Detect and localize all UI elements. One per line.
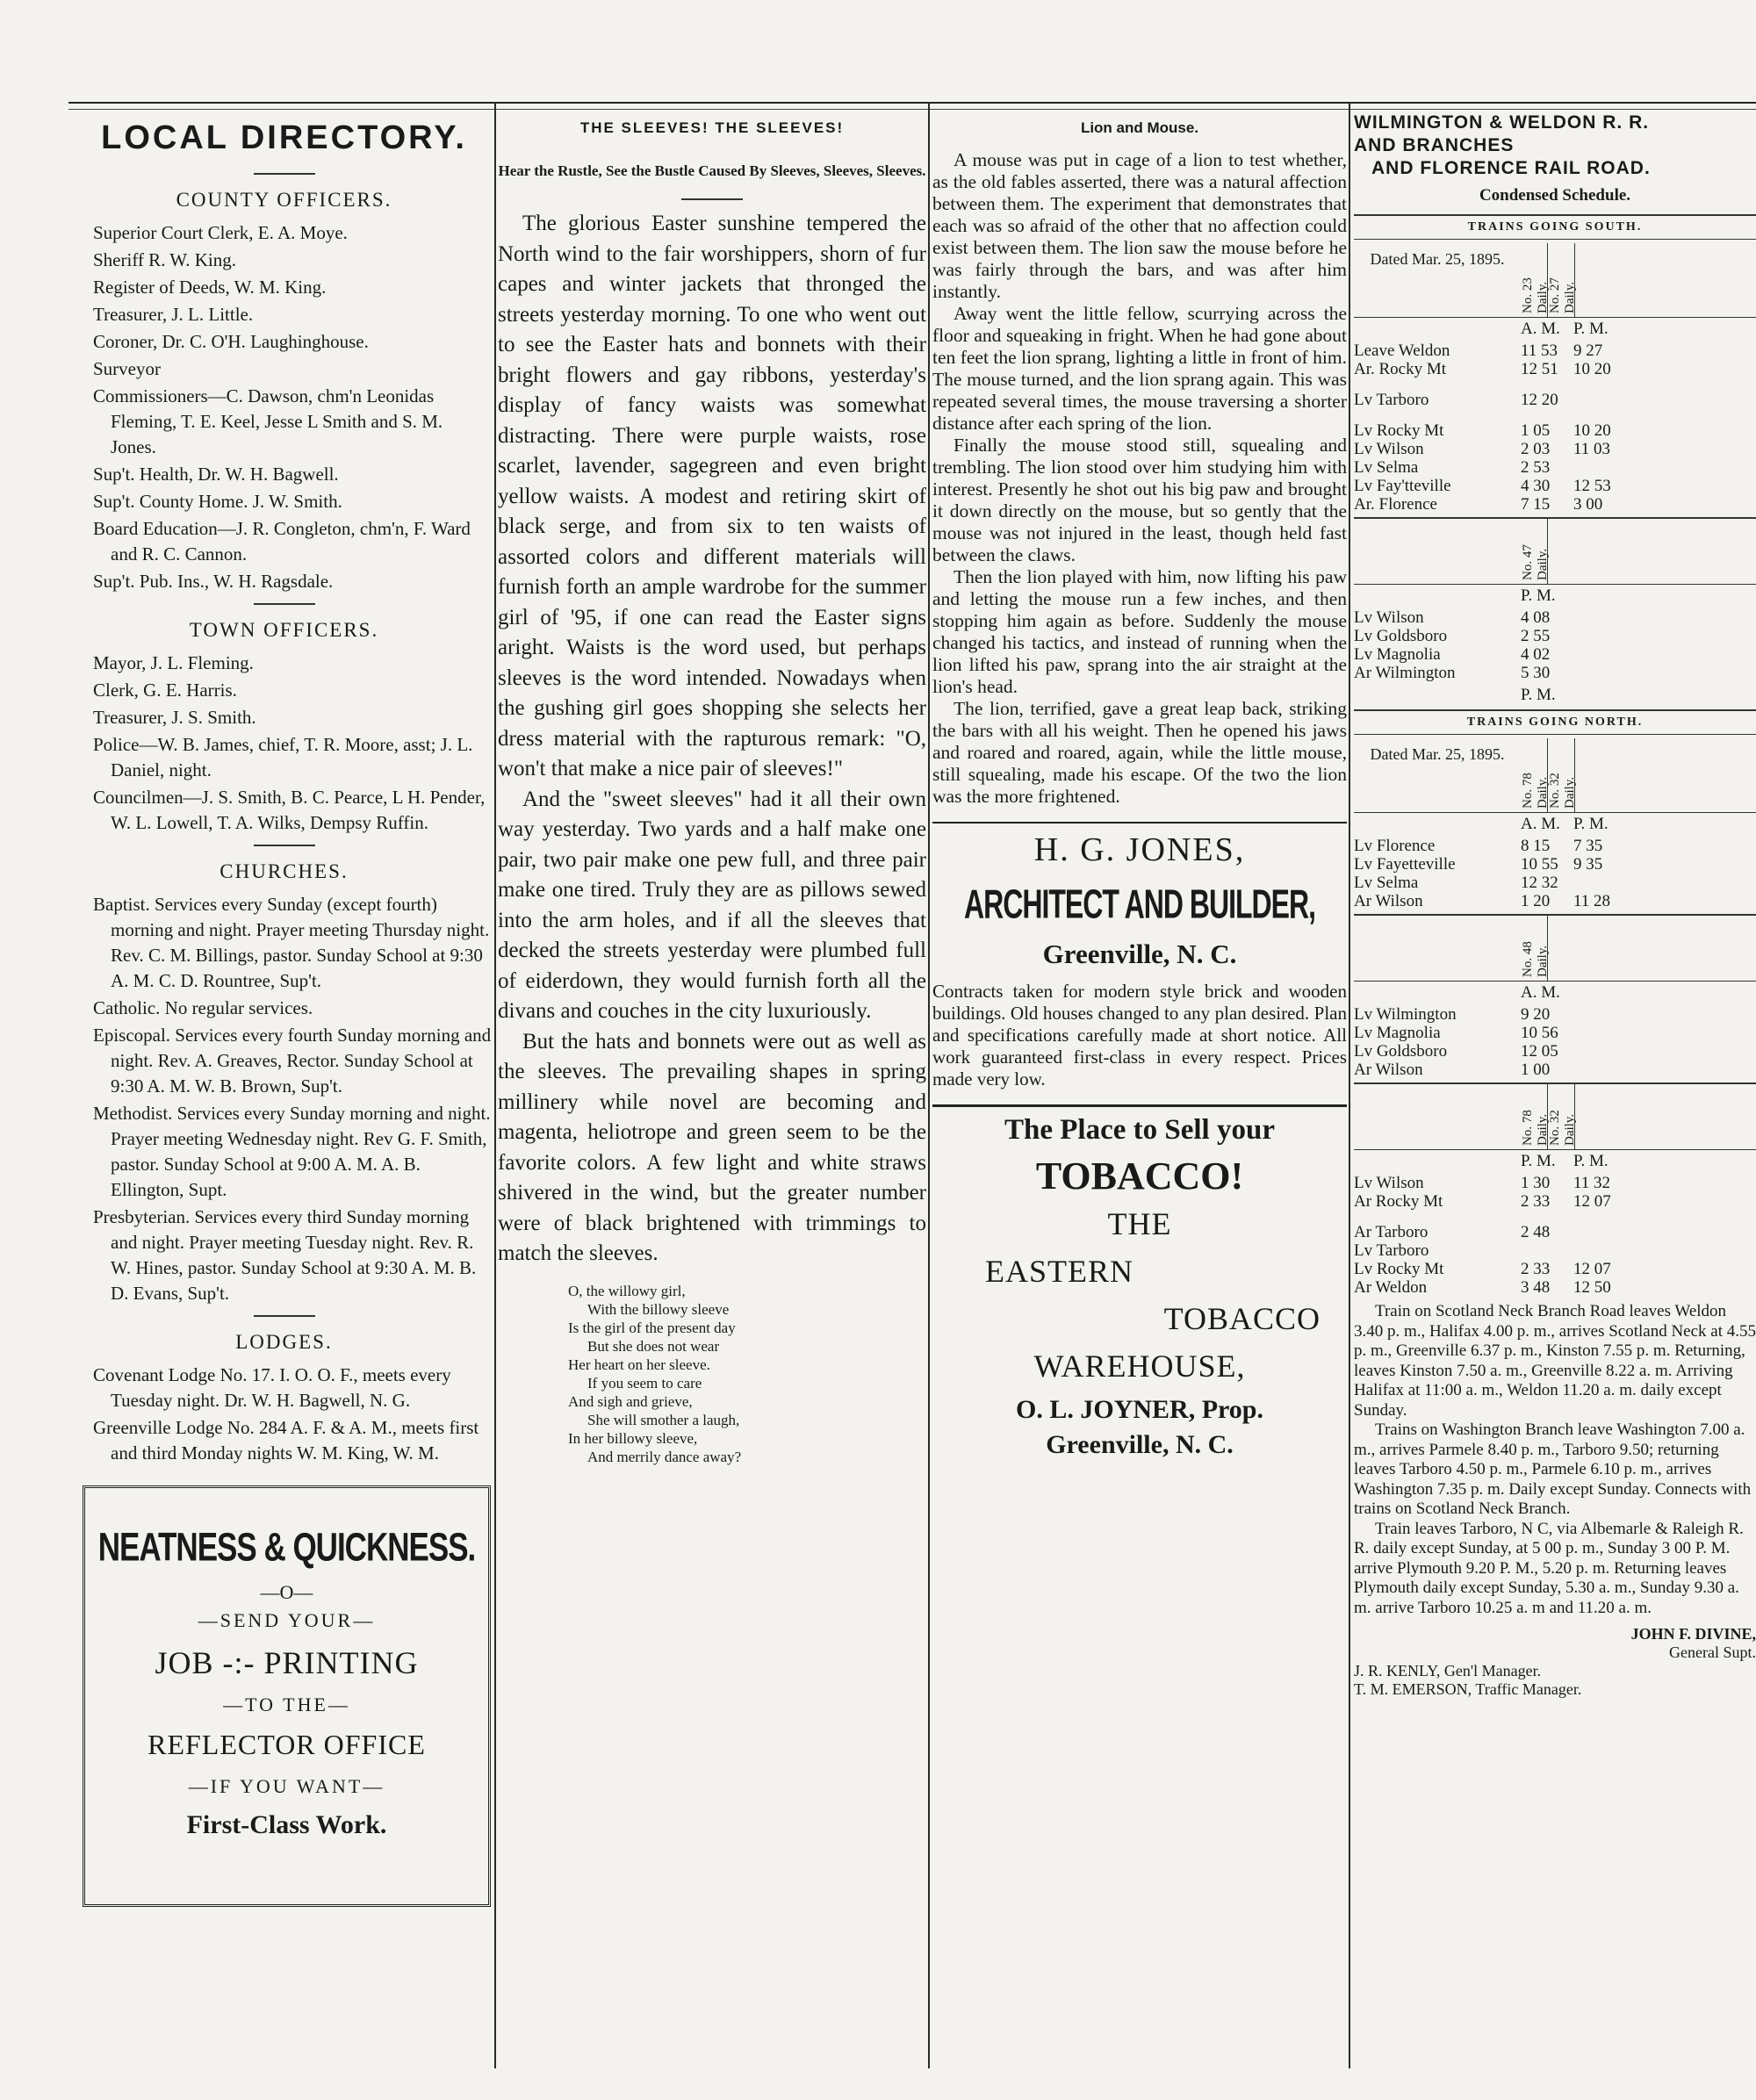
directory-entry: Superior Court Clerk, E. A. Moye.: [93, 222, 348, 243]
tobacco-eastern: EASTERN: [985, 1254, 1133, 1289]
poem-line: With the billowy sleeve: [587, 1300, 730, 1318]
lion-headline: Lion and Mouse.: [1080, 119, 1199, 136]
poem-line: Her heart on her sleeve.: [568, 1356, 710, 1373]
directory-entry: Treasurer, J. S. Smith.: [93, 707, 256, 728]
departure-time: [1573, 1211, 1626, 1223]
masthead-rule-thin: [68, 109, 1756, 110]
directory-entry: Surveyor: [93, 358, 161, 379]
departure-time: 12 05: [1521, 1042, 1558, 1061]
north-table-header: [1354, 738, 1756, 813]
departure-time: 8 15: [1521, 837, 1551, 855]
station-name: Ar. Florence: [1354, 495, 1437, 514]
col-header: No. 27 Daily.: [1548, 243, 1575, 317]
lodges-heading: LODGES.: [235, 1331, 333, 1353]
directory-entry: Coroner, Dr. C. O'H. Laughinghouse.: [93, 331, 369, 352]
signature-divine-title: General Supt.: [1669, 1643, 1756, 1661]
schedule-row: [1354, 1223, 1756, 1241]
railroad-title-3: AND FLORENCE RAIL ROAD.: [1371, 158, 1651, 178]
tobacco-the: THE: [1107, 1206, 1172, 1241]
col-header: No. 48 Daily.: [1521, 916, 1548, 981]
schedule-row: [1354, 458, 1756, 477]
departure-time: 7 35: [1573, 837, 1603, 855]
county-officers-list: [76, 220, 493, 594]
north-table-3: [1354, 1174, 1756, 1297]
lodges-list: [76, 1363, 493, 1466]
station-name: Lv Fayetteville: [1354, 855, 1456, 874]
departure-time: 12 07: [1573, 1260, 1611, 1278]
col-header: No. 32 Daily.: [1548, 1084, 1575, 1149]
schedule-row: [1354, 421, 1756, 440]
column-divider: [928, 102, 930, 2068]
poem: [568, 1282, 926, 1466]
ad-headline: NEATNESS & QUICKNESS.: [97, 1525, 476, 1570]
jones-name: H. G. JONES,: [1033, 831, 1246, 868]
divider: [681, 198, 743, 200]
lion-column: [932, 112, 1347, 2079]
schedule-row: [1354, 440, 1756, 458]
departure-time: 9 35: [1573, 855, 1603, 874]
station-name: Lv Tarboro: [1354, 391, 1429, 409]
station-name: Lv Rocky Mt: [1354, 421, 1444, 440]
departure-time: 2 55: [1521, 627, 1551, 645]
station-name: Lv Selma: [1354, 458, 1419, 477]
am-label: A. M.: [1521, 320, 1560, 338]
schedule-row: [1354, 477, 1756, 495]
departure-time: [1573, 1241, 1626, 1260]
departure-time: 2 48: [1521, 1223, 1551, 1241]
divider: [254, 1315, 315, 1317]
pm-label: P. M.: [1521, 686, 1556, 704]
dated-label: Dated Mar. 25, 1895.: [1370, 250, 1505, 268]
station-name: Ar Wilmington: [1354, 664, 1456, 682]
departure-time: 1 20: [1521, 892, 1551, 910]
tobacco-word: TOBACCO!: [1035, 1154, 1244, 1197]
col-header: No. 23 Daily.: [1521, 243, 1548, 317]
lion-article-body: [932, 149, 1347, 808]
poem-line: If you seem to care: [587, 1374, 702, 1392]
schedule-row: [1354, 378, 1756, 391]
article-paragraph: But the hats and bonnets were out as well as the sleeves. The prevailing shapes in spring millinery while novel are becoming and magenta, heliotrope and green seem to be the favorite colors. A few light and white straws shivered in the wind, but the greater number were of black brightened with trimmings to match the sleeves.: [498, 1029, 926, 1265]
station-name: Ar Tarboro: [1354, 1223, 1429, 1241]
schedule-row: [1354, 892, 1756, 910]
schedule-row: [1354, 409, 1756, 421]
schedule-row: [1354, 1024, 1756, 1042]
directory-entry: Commissioners—C. Dawson, chm'n Leonidas Fleming, T. E. Keel, Jesse L Smith and S. M. Jones.: [93, 385, 443, 457]
railroad-title-2: AND BRANCHES: [1354, 135, 1515, 155]
county-heading: COUNTY OFFICERS.: [176, 189, 392, 211]
departure-time: 2 03: [1521, 440, 1551, 458]
station-name: Lv Wilson: [1354, 440, 1424, 458]
station-name: Lv Rocky Mt: [1354, 1260, 1444, 1278]
departure-time: 2 53: [1521, 458, 1551, 477]
jones-title: ARCHITECT AND BUILDER,: [964, 881, 1315, 927]
departure-time: 1 05: [1521, 421, 1551, 440]
departure-time: 12 50: [1573, 1278, 1611, 1297]
station-name: Ar Wilson: [1354, 1061, 1423, 1079]
schedule-row: [1354, 1211, 1756, 1223]
article-paragraph: Finally the mouse stood still, squealing and trembling. The lion stood over him studying him with interest. Presently he shot out his big paw and brought it down directly on the mouse, but so gently that the mouse was not injured in the least, though held fast between the claws.: [932, 435, 1347, 565]
station-name: [1354, 378, 1521, 391]
ampm-row: [1354, 586, 1756, 605]
departure-time: 10 20: [1573, 360, 1611, 378]
station-name: Ar Rocky Mt: [1354, 1192, 1443, 1211]
departure-time: 11 28: [1573, 892, 1611, 910]
article-headline: THE SLEEVES! THE SLEEVES!: [579, 119, 845, 136]
departure-time: [1573, 391, 1626, 409]
schedule-row: [1354, 645, 1756, 664]
pm-label: P. M.: [1573, 320, 1608, 338]
railroad-title: WILMINGTON & WELDON R. R.: [1354, 112, 1650, 133]
departure-time: [1521, 1211, 1573, 1223]
article-paragraph: A mouse was put in cage of a lion to test whether, as the old fables asserted, there was a natural affection between them. The experiment that demonstrates that each was so afraid of the other that no affection could exist between them. The lion saw the mouse before he was fairly through the bars, and was after him instantly.: [932, 149, 1347, 302]
south-heading: TRAINS GOING SOUTH.: [1354, 214, 1756, 240]
north-heading: TRAINS GOING NORTH.: [1354, 709, 1756, 735]
directory-entry: Sheriff R. W. King.: [93, 249, 236, 270]
schedule-row: [1354, 342, 1756, 360]
schedule-row: [1354, 664, 1756, 682]
departure-time: 2 33: [1521, 1192, 1551, 1211]
station-name: Lv Goldsboro: [1354, 627, 1448, 645]
schedule-row: [1354, 1042, 1756, 1061]
jones-advertisement: [932, 831, 1347, 1090]
station-name: Lv Wilson: [1354, 1174, 1424, 1192]
tobacco-advertisement: [932, 1114, 1347, 1460]
ampm-row: [1354, 320, 1756, 338]
railroad-note: Train leaves Tarboro, N C, via Albemarle & Raleigh R. R. daily except Sunday, at 5 00 p. m., Sunday 3 00 P. M. arrive Plymouth 9.20 P. M., 5.20 p. m. Returning leaves Plymouth daily except Sunday, 5.30 a. m., Sunday 9.30 a. m. arrive Tarboro 10.25 a. m and 11.20 a. m.: [1354, 1519, 1744, 1617]
pm-label: P. M.: [1521, 586, 1556, 605]
am-label: A. M.: [1521, 815, 1560, 833]
station-name: Lv Magnolia: [1354, 645, 1441, 664]
schedule-row: [1354, 360, 1756, 378]
station-name: Lv Wilmington: [1354, 1005, 1457, 1024]
railroad-note: Train on Scotland Neck Branch Road leaves Weldon 3.40 p. m., Halifax 4.00 p. m., arrives Scotland Neck at 4.55 p. m., Greenville 6.37 p. m., Kinston 7.55 p. m. Returning, leaves Kinston 7.50 a. m., Greenville 8.22 a. m. Arriving Halifax at 11:00 a. m., Weldon 11.20 a. m. daily except Sunday.: [1354, 1302, 1756, 1420]
directory-entry: Register of Deeds, W. M. King.: [93, 277, 327, 298]
col-header: No. 78 Daily.: [1521, 1084, 1548, 1149]
departure-time: 12 32: [1521, 874, 1558, 892]
departure-time: [1573, 409, 1626, 421]
railroad-notes: [1354, 1302, 1756, 1618]
tobacco-city: Greenville, N. C.: [1046, 1430, 1234, 1459]
town-heading: TOWN OFFICERS.: [189, 619, 379, 641]
departure-time: [1521, 409, 1573, 421]
pm-label: P. M.: [1521, 1152, 1556, 1170]
directory-title: LOCAL DIRECTORY.: [101, 119, 467, 156]
directory-entry: Covenant Lodge No. 17. I. O. O. F., meets every Tuesday night. Dr. W. H. Bagwell, N. G.: [93, 1364, 451, 1411]
directory-entry: Councilmen—J. S. Smith, B. C. Pearce, L H. Pender, W. L. Lowell, T. A. Wilks, Dempsy Ruffin.: [93, 787, 486, 833]
printing-advertisement: [83, 1485, 491, 1907]
schedule-row: [1354, 1174, 1756, 1192]
dated-label: Dated Mar. 25, 1895.: [1370, 745, 1505, 763]
tobacco-tobacco: TOBACCO: [1163, 1301, 1321, 1336]
north-table-1: [1354, 837, 1756, 910]
directory-entry: Board Education—J. R. Congleton, chm'n, F. Ward and R. C. Cannon.: [93, 518, 471, 565]
departure-time: 4 30: [1521, 477, 1551, 495]
pm-label: P. M.: [1573, 815, 1608, 833]
directory-entry: Episcopal. Services every fourth Sunday morning and night. Rev. A. Greaves, Rector. Sunday School at 9:30 A. M. W. B. Brown, Sup't.: [93, 1025, 492, 1097]
departure-time: 10 20: [1573, 421, 1611, 440]
schedule-row: [1354, 1278, 1756, 1297]
local-directory-column: [76, 112, 493, 2079]
directory-entry: Baptist. Services every Sunday (except fourth) morning and night. Prayer meeting Thursday night. Rev. C. M. Billings, pastor. Sunday School at 9:30 A. M. C. D. Rountree, Sup't.: [93, 894, 490, 991]
article-body: [498, 209, 926, 1269]
directory-entry: Mayor, J. L. Fleming.: [93, 652, 254, 673]
directory-entry: Methodist. Services every Sunday morning and night. Prayer meeting Wednesday night. Rev G. F. Smith, pastor. Sunday School at 9:00 A. M. A. B. Ellington, Supt.: [93, 1103, 491, 1200]
poem-line: And merrily dance away?: [587, 1448, 742, 1465]
directory-entry: Presbyterian. Services every third Sunday morning and night. Prayer meeting Tuesday night. Rev. R. W. Hines, pastor. Sunday School at 9:30 A. M. B. D. Evans, Sup't.: [93, 1206, 477, 1304]
departure-time: [1573, 378, 1626, 391]
jones-city: Greenville, N. C.: [1042, 939, 1237, 969]
column-divider: [1349, 102, 1350, 2068]
departure-time: 4 02: [1521, 645, 1551, 664]
pm-label: P. M.: [1573, 1152, 1608, 1170]
north-table-header-3: [1354, 1082, 1756, 1150]
directory-entry: Treasurer, J. L. Little.: [93, 304, 254, 325]
departure-time: 9 27: [1573, 342, 1603, 360]
ampm-row: [1354, 686, 1756, 704]
station-name: Ar Weldon: [1354, 1278, 1428, 1297]
town-officers-list: [76, 651, 493, 836]
south-table-1: [1354, 342, 1756, 514]
ad-first-class: First-Class Work.: [186, 1810, 387, 1839]
divider: [254, 845, 315, 846]
station-name: Lv Selma: [1354, 874, 1419, 892]
station-name: Ar. Rocky Mt: [1354, 360, 1447, 378]
signature-emerson: T. M. EMERSON, Traffic Manager.: [1354, 1680, 1582, 1698]
churches-heading: CHURCHES.: [220, 860, 349, 882]
directory-entry: Greenville Lodge No. 284 A. F. & A. M., meets first and third Monday nights W. M. King, W. M.: [93, 1417, 479, 1464]
station-name: Lv Magnolia: [1354, 1024, 1441, 1042]
ampm-row: [1354, 815, 1756, 833]
station-name: Lv Florence: [1354, 837, 1436, 855]
departure-time: [1521, 1241, 1573, 1260]
departure-time: 10 56: [1521, 1024, 1558, 1042]
railroad-schedule: [1354, 112, 1756, 2079]
station-name: Lv Wilson: [1354, 608, 1424, 627]
departure-time: 3 00: [1573, 495, 1603, 514]
schedule-row: [1354, 1005, 1756, 1024]
divider: [254, 603, 315, 605]
departure-time: 11 53: [1521, 342, 1558, 360]
directory-entry: Sup't. County Home. J. W. Smith.: [93, 491, 342, 512]
departure-time: 1 30: [1521, 1174, 1551, 1192]
ad-reflector-office: REFLECTOR OFFICE: [148, 1729, 426, 1760]
column-divider: [494, 102, 496, 2068]
south-table-header: [1354, 243, 1756, 318]
sleeves-article: [498, 112, 926, 2079]
schedule-row: [1354, 391, 1756, 409]
col-header: No. 78 Daily.: [1521, 738, 1548, 812]
departure-time: [1573, 1223, 1626, 1241]
schedule-row: [1354, 1241, 1756, 1260]
article-paragraph: The lion, terrified, gave a great leap back, striking the bars with all his weight. Then he opened his jaws and roared and roared, again, while the little mouse, still squealing, made his escape. Of the two the lion was the more frightened.: [932, 698, 1347, 807]
departure-time: 5 30: [1521, 664, 1551, 682]
schedule-row: [1354, 1260, 1756, 1278]
divider: [254, 173, 315, 175]
churches-list: [76, 892, 493, 1306]
directory-entry: Sup't. Health, Dr. W. H. Bagwell.: [93, 464, 339, 485]
departure-time: 12 20: [1521, 391, 1558, 409]
poem-line: But she does not wear: [587, 1337, 720, 1355]
directory-entry: Clerk, G. E. Harris.: [93, 680, 237, 701]
departure-time: [1521, 378, 1573, 391]
am-label: A. M.: [1521, 983, 1560, 1002]
departure-time: 11 32: [1573, 1174, 1611, 1192]
departure-time: 10 55: [1521, 855, 1558, 874]
directory-entry: Catholic. No regular services.: [93, 997, 313, 1018]
departure-time: 2 33: [1521, 1260, 1551, 1278]
south-table-header-2: [1354, 517, 1756, 585]
article-paragraph: The glorious Easter sunshine tempered the North wind to the fair worshippers, shorn of fur capes and winter jackets that thronged the streets yesterday morning. To one who went out to see the Easter hats and bonnets with their bright flowers and gay ribbons, yesterday's display of fancy waists was somewhat distracting. There were purple waists, rose scarlet, lavender, sagegreen and even bright yellow waists. A modest and retiring skirt of black serge, and from six to ten waists of assorted colors and different materials will furnish forth an ample wardrobe for the summer girl of '95, if one can read the Easter signs aright. Waists is the word used, but perhaps sleeves is the word intended. Nowadays when the gushing girl goes shopping she selects her dress material with the rapturous remark: "O, won't that make a nice pair of sleeves!": [498, 212, 926, 780]
poem-line: Is the girl of the present day: [568, 1319, 736, 1336]
signature-kenly: J. R. KENLY, Gen'l Manager.: [1354, 1662, 1542, 1679]
departure-time: 1 00: [1521, 1061, 1551, 1079]
article-subhead: Hear the Rustle, See the Bustle Caused By Sleeves, Sleeves, Sleeves.: [498, 162, 926, 179]
tobacco-warehouse: WAREHOUSE,: [1033, 1348, 1246, 1384]
station-name: [1354, 1211, 1521, 1223]
ampm-row: [1354, 1152, 1756, 1170]
station-name: [1354, 409, 1521, 421]
poem-line: And sigh and grieve,: [568, 1392, 693, 1410]
departure-time: 12 51: [1521, 360, 1558, 378]
railroad-note: Trains on Washington Branch leave Washington 7.00 a. m., arrives Parmele 8.40 p. m., Tarboro 9.50; returning leaves Tarboro 4.50 p. m., Parmele 6.10 p. m., arrives Washington 7.35 p. m. Daily except Sunday. Connects with trains on Scotland Neck Branch.: [1354, 1420, 1752, 1518]
ad-divider: [932, 822, 1347, 823]
north-table-2: [1354, 1005, 1756, 1079]
masthead-rule: [68, 102, 1756, 104]
station-name: Leave Weldon: [1354, 342, 1450, 360]
ad-to-the: —TO THE—: [223, 1694, 350, 1715]
departure-time: 7 15: [1521, 495, 1551, 514]
poem-line: O, the willowy girl,: [568, 1282, 686, 1299]
poem-line: In her billowy sleeve,: [568, 1429, 698, 1447]
railroad-signatures: [1354, 1625, 1756, 1699]
schedule-row: [1354, 1192, 1756, 1211]
ad-job-printing: JOB -:- PRINTING: [155, 1645, 419, 1680]
ad-if-you-want: —IF YOU WANT—: [188, 1775, 385, 1797]
ad-ornament: —O—: [260, 1581, 313, 1603]
departure-time: [1573, 458, 1626, 477]
south-table-2: [1354, 608, 1756, 682]
station-name: Lv Goldsboro: [1354, 1042, 1448, 1061]
article-paragraph: Away went the little fellow, scurrying across the floor and squeaking in fright. When he had gone about ten feet the lion sprang, lighting a little in front of him. The mouse turned, and the lion sprang again. This was repeated several times, the mouse traversing a shorter distance after each spring of the lion.: [932, 303, 1347, 434]
col-header: No. 32 Daily.: [1548, 738, 1575, 812]
col-header: No. 47 Daily.: [1521, 519, 1548, 584]
station-name: Lv Tarboro: [1354, 1241, 1429, 1260]
tobacco-proprietor: O. L. JOYNER, Prop.: [1016, 1395, 1263, 1424]
schedule-row: [1354, 855, 1756, 874]
departure-time: 12 07: [1573, 1192, 1611, 1211]
departure-time: 12 53: [1573, 477, 1611, 495]
departure-time: [1573, 874, 1626, 892]
departure-time: 3 48: [1521, 1278, 1551, 1297]
jones-body: Contracts taken for modern style brick and wooden buildings. Old houses changed to any plan desired. Plan and specifications carefully made at short notice. All work guaranteed first-class in every respect. Prices made very low.: [932, 981, 1347, 1090]
ad-send-your: —SEND YOUR—: [198, 1609, 376, 1631]
schedule-row: [1354, 874, 1756, 892]
condensed-schedule: Condensed Schedule.: [1479, 186, 1631, 205]
article-paragraph: And the "sweet sleeves" had it all their own way yesterday. Two yards and a half make one pair, two pair make one pew full, and three pair make one tired. Truly they are as pillows sewed into the arm holes, and if all the sleeves that decked the streets yesterday were plumbed full of eiderdown, they would furnish forth all the divans and couches in the city luxuriously.: [498, 787, 926, 1023]
signature-divine: JOHN F. DIVINE,: [1630, 1625, 1756, 1643]
departure-time: 9 20: [1521, 1005, 1551, 1024]
directory-entry: Sup't. Pub. Ins., W. H. Ragsdale.: [93, 571, 334, 592]
ampm-row: [1354, 983, 1756, 1002]
directory-entry: Police—W. B. James, chief, T. R. Moore, asst; J. L. Daniel, night.: [93, 734, 473, 780]
schedule-row: [1354, 627, 1756, 645]
article-paragraph: Then the lion played with him, now lifting his paw and letting the mouse run a few inches, and then stopping him again as before. Suddenly the mouse changed his tactics, and instead of running when the lion lifted his paw, sprang into the air straight at the lion's head.: [932, 566, 1347, 697]
schedule-row: [1354, 608, 1756, 627]
schedule-row: [1354, 495, 1756, 514]
poem-line: She will smother a laugh,: [587, 1411, 740, 1428]
departure-time: 4 08: [1521, 608, 1551, 627]
schedule-row: [1354, 837, 1756, 855]
ad-divider: [932, 1104, 1347, 1107]
station-name: Ar Wilson: [1354, 892, 1423, 910]
tobacco-place: The Place to Sell your: [1004, 1114, 1275, 1146]
station-name: Lv Fay'tteville: [1354, 477, 1451, 495]
schedule-row: [1354, 1061, 1756, 1079]
departure-time: 11 03: [1573, 440, 1611, 458]
north-table-header-2: [1354, 914, 1756, 982]
